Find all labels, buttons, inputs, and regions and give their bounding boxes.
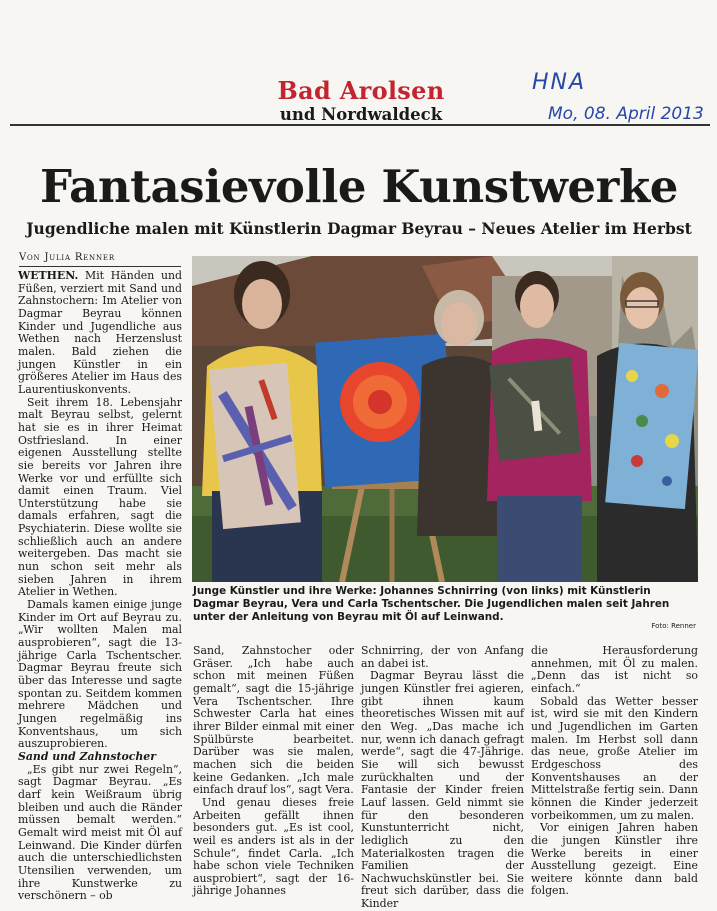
article-subheadline: Jugendliche malen mit Künstlerin Dagmar Beyrau – Neues Atelier im Herbst <box>26 219 692 238</box>
paragraph <box>18 270 182 397</box>
article-column-3 <box>361 645 524 911</box>
photo-credit: Foto: Renner <box>651 622 696 630</box>
dateline: WETHEN. <box>18 269 79 282</box>
article-headline: Fantasievolle Kunstwerke <box>40 160 678 213</box>
handwritten-date-note: Mo, 08. April 2013 <box>548 104 704 124</box>
painting-cross <box>209 363 301 529</box>
paragraph: Dagmar Beyrau lässt die jungen Künstler frei agieren, gibt ihnen kaum theoretisches Wissen mit auf den Weg. „Das mache ich nur, wenn ich danach gefragt werde“, sagt die 47-Jährige. Sie will sich bewusst zurückhalten und der Fantasie der Kinder freien Lauf lassen. Geld nimmt sie für den besonderen Kunstunterricht nicht, lediglich zu den Materialkosten tragen die Familien der Nachwuchskünstler bei. Sie freut sich darüber, dass die Kinder <box>361 669 524 911</box>
article-photo <box>192 256 698 582</box>
paragraph: Sand, Zahnstocher oder Gräser. „Ich habe auch schon mit meinen Füßen gemalt“, sagt die 15-jährige Vera Tschentscher. Ihre Schwester Carla hat eines ihrer Bilder einmal mit einer Spülbürste bearbeitet. Darüber was sie malen, machen sich die beiden keine Gedanken. „Ich male einfach drauf los“, sagt Vera. <box>193 644 354 797</box>
paragraph: Seit ihrem 18. Lebensjahr malt Beyrau selbst, gelernt hat sie es in ihrer Heimat Ostfriesland. In einer eigenen Ausstellung stellte sie bereits vor Jahren ihre Werke vor und erfüllte sich damit einen Traum. Viel Unterstützung habe sie damals erfahren, sagt die Psychiaterin. Diese wollte sie schließlich auch an andere weitergeben. Das macht sie nun schon seit mehr als sieben Jahren in ihrem Atelier in Wethen. <box>18 395 182 599</box>
painting-flowers <box>605 343 698 509</box>
section-title: Bad Arolsen <box>277 76 445 105</box>
article-column-2 <box>193 645 354 898</box>
paragraph: Damals kamen einige junge Kinder im Ort auf Beyrau zu. „Wir wollten Malen mal ausprobieren“, sagt die 13-jährige Carla Tschentscher. Dagmar Beyrau freute sich über das Interesse und sagte spontan zu. Seitdem kommen mehrere Mädchen und Jungen regelmäßig ins Konventshaus, um sich auszuprobieren. <box>18 598 182 751</box>
article-column-4 <box>531 645 698 898</box>
handwritten-source-note: HNA <box>532 70 587 95</box>
section-subtitle: und Nordwaldeck <box>279 105 443 124</box>
paragraph: Sobald das Wetter besser ist, wird sie mit den Kindern und Jugendlichen im Garten malen. Im Herbst soll dann das neue, große Atelier im Erdgeschoss des Konventshauses an der Mittelstraße fertig sein. Dann können die Kinder jederzeit vorbeikommen, um zu malen. <box>531 694 698 822</box>
painting-dark <box>489 357 581 461</box>
column-subheading: Sand und Zahnstocher <box>18 749 156 763</box>
photo-caption: Junge Künstler und ihre Werke: Johannes Schnirring (von links) mit Künstlerin Dagmar Beyrau, Vera und Carla Tschentscher. Die Jugendlichen malen seit Jahren unter der Anleitung von Beyrau mit Öl auf Leinwand. <box>193 585 670 623</box>
article-byline: Von Julia Renner <box>19 252 115 263</box>
byline-rule <box>19 266 181 267</box>
header-rule <box>10 124 710 126</box>
paragraph: die Herausforderung annehmen, mit Öl zu malen. „Denn das ist nicht so einfach.“ <box>531 644 698 695</box>
paragraph-text: Mit Händen und Füßen, verziert mit Sand und Zahnstochern: Im Atelier von Dagmar Beyrau können Kinder und Jugendliche aus Wethen nach Herzenslust malen. Bald ziehen die jungen Künstler in ein größeres Atelier im Haus des Laurentiuskonvents. <box>18 269 182 396</box>
article-column-1 <box>18 270 182 903</box>
paragraph: Schnirring, der von Anfang an dabei ist. <box>361 644 524 670</box>
paragraph: „Es gibt nur zwei Regeln“, sagt Dagmar Beyrau. „Es darf kein Weißraum übrig bleiben und auch die Ränder müssen bemalt werden.“ Gemalt wird meist mit Öl auf Leinwand. Die Kinder dürfen auch die unterschiedlichsten Utensilien verwenden, um ihre Kunstwerke zu verschönern – ob <box>18 762 182 903</box>
paragraph: Vor einigen Jahren haben die jungen Künstler ihre Werke bereits in einer Ausstellung gezeigt. Eine weitere könnte dann bald folgen. <box>531 821 698 898</box>
paragraph: Und genau dieses freie Arbeiten gefällt ihnen besonders gut. „Es ist cool, weil es anders ist als in der Schule“, findet Carla. „Ich habe schon viele Techniken ausprobiert“, sagt der 16-jährige Johannes <box>193 795 354 898</box>
